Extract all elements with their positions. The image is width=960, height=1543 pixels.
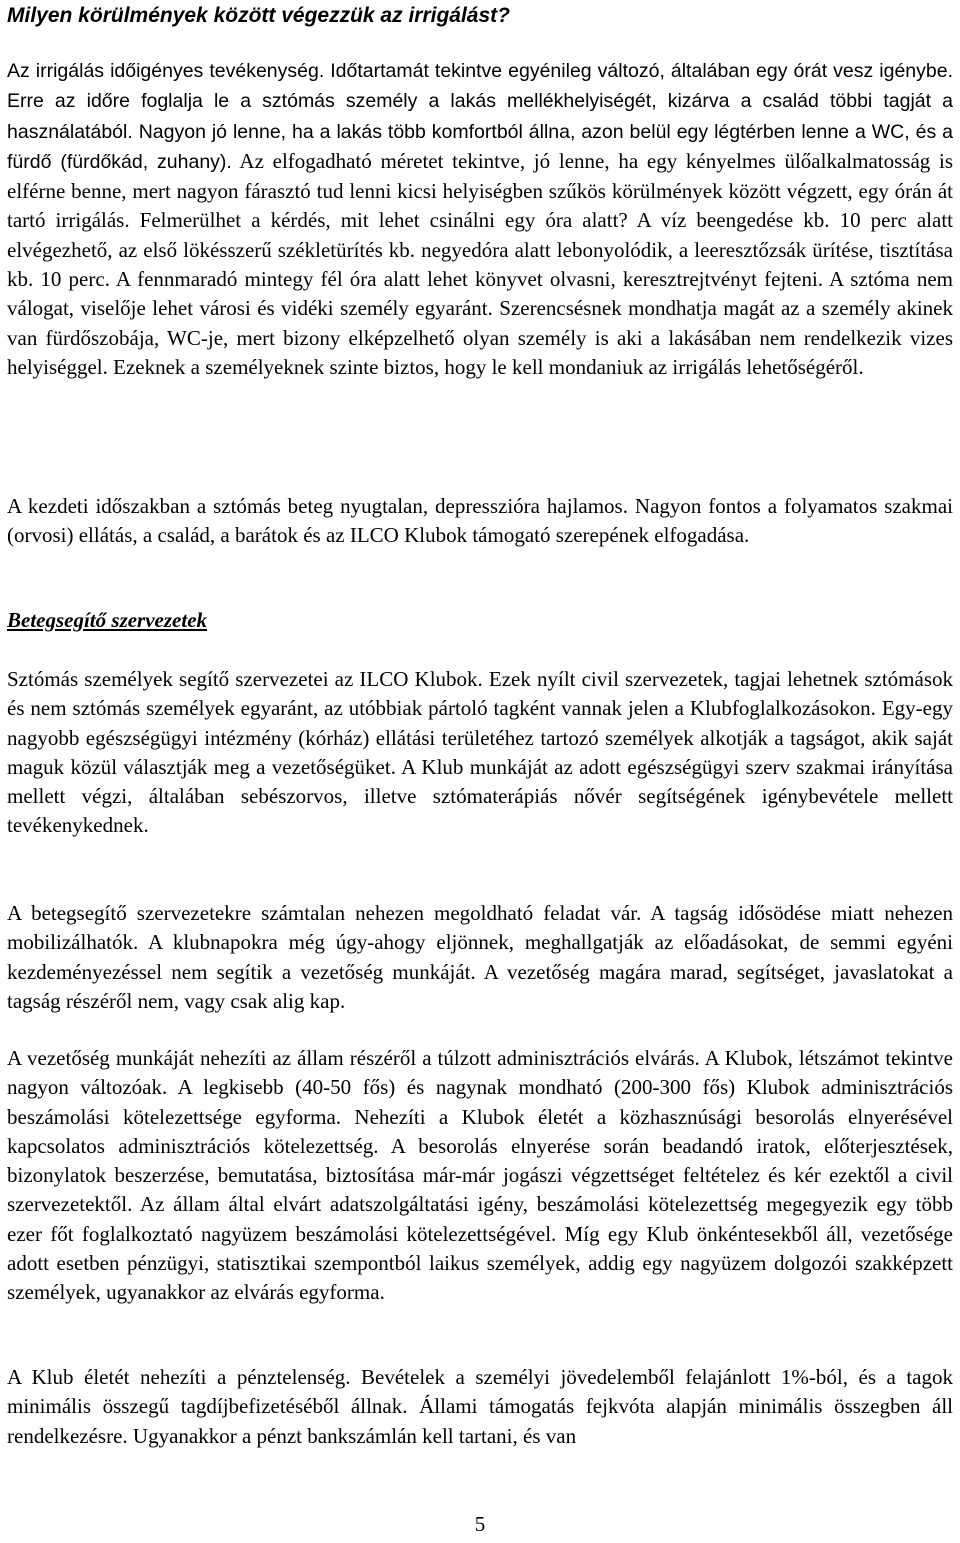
page-number: 5 [474,1512,486,1536]
paragraph-serif-text: Az elfogadható méretet tekintve, jó lenne, ha egy kényelmes ülőalkalmatosság is elférne benne, mert nagyon fárasztó tud lenni kicsi helyiségben szűkös körülmények között végzett, egy órán át tartó irrigálás. Felmerülhet a kérdés, mit lehet csinálni egy óra alatt? A víz beengedése kb. 10 perc alatt elvégezhető, az első lökésszerű székletürítés kb. negyedóra alatt lebonyolódik, a leeresztőzsák ürítése, tisztítása kb. 10 perc. A fennmaradó mintegy fél óra alatt lehet könyvet olvasni, keresztrejtvényt fejteni. A sztóma nem válogat, viselője lehet városi és vidéki személy egyaránt. Szerencsésnek mondhatja magát az a személy akinek van fürdőszobája, WC-je, mert bizony elképzelhető olyan személy is aki a lakásában nem rendelkezik vizes helyiséggel. Ezeknek a személyeknek szinte biztos, hogy le kell mondaniuk az irrigálás lehetőségéről. [7,148,954,379]
section-heading: Milyen körülmények között végezzük az irrigálást? [7,4,510,27]
paragraph-sans-text: Az irrigálás időigényes tevékenység. Időtartamát tekintve egyénileg változó, általában egy órát vesz igénybe. Erre az időre foglalja le a sztómás személy a lakás mellékhelyiségét, kizárva a család többi tagját a használatából. Nagyon jó lenne, ha a lakás több komfortból állna, azon belül egy légtérben lenne a WC, és a fürdő (fürdőkád, zuhany). [7,60,953,173]
paragraph-administration: A vezetőség munkáját nehezíti az állam részéről a túlzott adminisztrációs elvárás. A Klubok, létszámot tekintve nagyon változóak. A legkisebb (40-50 fős) és nagynak mondható (200-300 fős) Klubok adminisztrációs beszámolási kötelezettsége egyforma. Nehezíti a Klubok életét a közhasznúsági besorolás elnyerésével kapcsolatos adminisztrációs kötelezettség. A besorolás elnyerése során beadandó iratok, előterjesztések, bizonylatok beszerzése, bemutatása, biztosítása már-már jogászi végzettséget feltételez és kér ezektől a civil szervezetektől. Az állam által elvárt adatszolgáltatási igény, beszámolási kötelezettség megegyezik egy több ezer főt foglalkoztató nagyüzem beszámolási kötelezettségével. Míg egy Klub önkéntesekből áll, vezetősége adott esetben pénzügyi, statisztikai szempontból laikus személyek, addig egy nagyüzem dolgozói szakképzett személyek, ugyanakkor az elvárás egyforma. [7,1046,953,1305]
subsection-heading: Betegsegítő szervezetek [7,608,208,632]
paragraph-early-period: A kezdeti időszakban a sztómás beteg nyugtalan, depresszióra hajlamos. Nagyon fontos a folyamatos szakmai (orvosi) ellátás, a család, a barátok és az ILCO Klubok támogató szerepének elfogadása. [7,494,953,548]
paragraph-tasks: A betegsegítő szervezetekre számtalan nehezen megoldható feladat vár. A tagság idősödése miatt nehezen mobilizálhatók. A klubnapokra még úgy-ahogy eljönnek, meghallgatják az előadásokat, de semmi egyéni kezdeményezéssel nem segítik a vezetőség munkáját. A vezetőség magára marad, segítséget, javaslatokat a tagság részéről nem, vagy csak alig kap. [7,901,953,1013]
paragraph-ilco-clubs: Sztómás személyek segítő szervezetei az ILCO Klubok. Ezek nyílt civil szervezetek, tagjai lehetnek sztómások és nem sztómás személyek egyaránt, az utóbbiak pártoló tagként vannak jelen a Klubfoglalkozásokon. Egy-egy nagyobb egészségügyi intézmény (kórház) ellátási területéhez tartozó személyek alkotják a tagságot, akik saját maguk közül választják meg a vezetőségüket. A Klub munkáját az adott egészségügyi szerv szakmai irányítása mellett végzi, általában sebészorvos, illetve sztómaterápiás nővér segítségének igénybevétele mellett tevékenykednek. [7,667,953,838]
paragraph-irrigation-conditions [7,56,953,382]
paragraph-finances: A Klub életét nehezíti a pénztelenség. Bevételek a személyi jövedelemből felajánlott 1%-ból, és a tagok minimális összegű tagdíjbefizetéséből állnak. Állami támogatás fejkvóta alapján minimális összegben áll rendelkezésre. Ugyanakkor a pénzt bankszámlán kell tartani, és van [7,1365,953,1448]
